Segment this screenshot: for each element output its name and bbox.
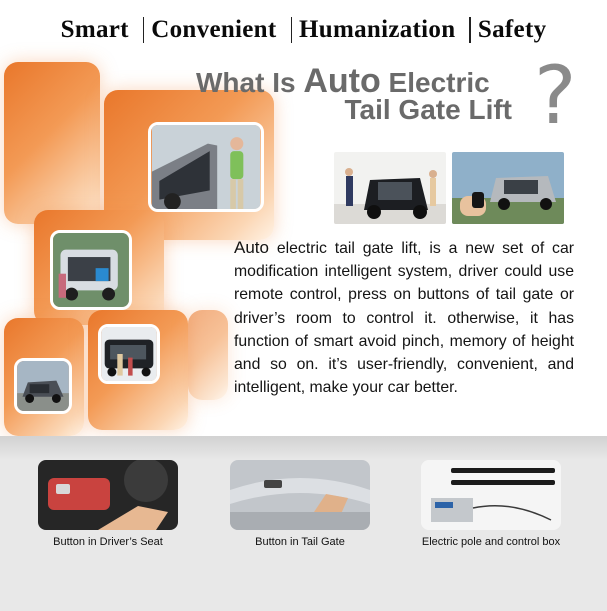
electric-pole-control-box-photo [421, 460, 561, 530]
description-text [234, 236, 574, 399]
band-shadow [0, 436, 607, 460]
headline [194, 64, 524, 124]
feature-band [0, 436, 607, 611]
description-body: electric tail gate lift, is a new set of car modification intelligent system, driver could use remote control, press on buttons of tail gate or driver’s room to control it. otherwise, it has function of smart avoid pinch, memory of height and so on. it’s user-friendly, convenient, and intelligent, make your car better. [234, 240, 575, 397]
slogan-safety: Safety [477, 16, 547, 43]
man-opening-tailgate-photo [148, 122, 264, 212]
remote-key-photo [452, 152, 564, 224]
slogan-separator [291, 17, 293, 43]
family-suv-photo [98, 324, 160, 384]
orange-tile [4, 62, 100, 224]
headline-prefix: What Is [196, 67, 296, 98]
headline-suffix: Electric [388, 67, 490, 98]
headline-line-2: Tail Gate Lift [344, 94, 512, 125]
driver-seat-button-photo [38, 460, 178, 530]
description-lead: Auto [234, 238, 269, 257]
tail-gate-button-photo [230, 460, 370, 530]
electric-pole-control-box-caption: Electric pole and control box [421, 536, 561, 548]
slogan-humanization: Humanization [299, 16, 456, 43]
question-mark-icon: ? [534, 49, 577, 142]
small-car-photo [14, 358, 72, 414]
slogan-convenient: Convenient [151, 16, 277, 43]
loading-trunk-photo [50, 230, 132, 310]
feature-section [0, 49, 607, 436]
tail-gate-button-caption: Button in Tail Gate [255, 536, 345, 548]
slogan-separator [143, 17, 145, 43]
slogan-bar [0, 0, 607, 60]
driver-seat-button-caption: Button in Driver’s Seat [53, 536, 163, 548]
slogan-smart: Smart [60, 16, 129, 43]
headline-brand: Auto [303, 62, 381, 100]
headline-line-1 [194, 64, 524, 98]
people-at-car-photo [334, 152, 446, 224]
slogan-separator [469, 17, 471, 43]
orange-tile [188, 310, 228, 400]
